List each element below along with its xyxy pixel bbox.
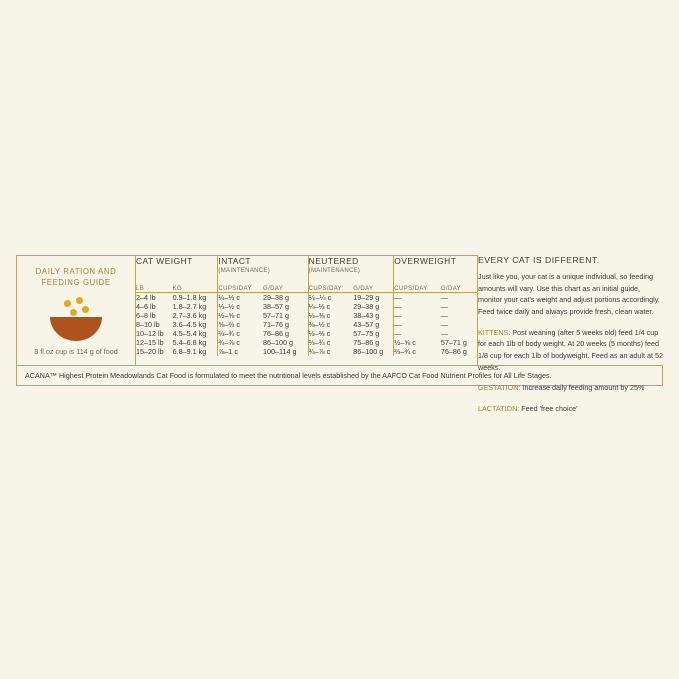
every-cat-section — [478, 255, 664, 424]
cell-kg: 0.9–1.8 kg — [172, 293, 207, 302]
cell-neutered-cups: ⅙–¼ c — [308, 293, 353, 303]
cell-lb: 8–10 lb — [136, 320, 160, 329]
table-row — [136, 293, 477, 303]
cell-overweight-g: — — [440, 293, 449, 302]
cell-neutered-cups: ⅓–⅜ c — [308, 311, 353, 320]
cell-neutered-g: 75–86 g — [353, 338, 380, 347]
cell-intact-g: 57–71 g — [263, 311, 289, 320]
table-row — [136, 338, 477, 347]
col-overweight-cups: CUPS/DAY — [394, 286, 441, 293]
group-header-row — [136, 256, 477, 286]
cell-overweight-g: 76–86 g — [440, 347, 467, 356]
lactation-label: LACTATION: — [478, 403, 520, 413]
cell-intact-g: 29–38 g — [263, 293, 289, 302]
kittens-text: Post weaning (after 5 weeks old) feed 1/4 cup for each 1lb of body weight. At 20 weeks (5 months) feed 1/8 cup for each 1lb of bodyweight. Feed as an adult at 52 weeks. — [478, 327, 664, 372]
col-lb: LB — [136, 286, 173, 293]
group-header-cat-weight: CAT WEIGHT — [136, 256, 193, 266]
gestation-label: GESTATION: — [478, 383, 521, 393]
cell-intact-cups: ⅔–¾ c — [218, 329, 263, 338]
col-kg: KG — [173, 286, 218, 293]
cell-overweight-g: — — [440, 311, 449, 320]
cell-kg: 1.8–2.7 kg — [172, 302, 207, 311]
cell-neutered-g: 86–100 g — [353, 347, 384, 356]
cell-neutered-g: 38–43 g — [353, 311, 380, 320]
cell-neutered-g: 57–75 g — [353, 329, 380, 338]
cell-neutered-cups: ⅔–¾ c — [308, 338, 353, 347]
cell-intact-g: 86–100 g — [263, 338, 293, 347]
cell-overweight-cups: — — [394, 311, 441, 320]
cell-kg: 4.5–5.4 kg — [172, 329, 207, 338]
cell-overweight-g: — — [440, 329, 449, 338]
feeding-table — [136, 256, 477, 356]
guide-box — [16, 255, 478, 365]
cell-overweight-g: — — [440, 302, 449, 311]
cell-neutered-cups: ½–⅔ c — [308, 329, 353, 338]
cell-kg: 3.6–4.5 kg — [172, 320, 207, 329]
cell-overweight-cups: — — [394, 293, 441, 303]
cell-neutered-cups: ¾–⅞ c — [308, 347, 353, 356]
food-bowl-icon — [46, 297, 106, 341]
col-overweight-g: G/DAY — [441, 286, 477, 293]
group-header-neutered: NEUTERED (MAINTENANCE) — [308, 256, 394, 286]
cell-intact-cups: ¾–⅞ c — [218, 338, 263, 347]
cell-neutered-cups: ⅜–½ c — [308, 320, 353, 329]
cell-intact-cups: ⅝–⅔ c — [218, 320, 263, 329]
feeding-table-cell — [135, 256, 477, 365]
table-row — [136, 302, 477, 311]
group-header-overweight: OVERWEIGHT — [394, 256, 477, 286]
cell-neutered-cups: ¼–⅓ c — [308, 302, 353, 311]
cell-lb: 6–8 lb — [136, 311, 156, 320]
col-intact-cups: CUPS/DAY — [218, 286, 263, 293]
cell-neutered-g: 19–29 g — [353, 293, 380, 302]
col-intact-g: G/DAY — [263, 286, 308, 293]
cell-kg: 2.7–3.6 kg — [172, 311, 207, 320]
cell-overweight-cups: ⅔–¾ c — [394, 347, 441, 356]
table-row — [136, 347, 477, 356]
cell-overweight-cups: ½–⅝ c — [394, 338, 441, 347]
cell-intact-g: 76–86 g — [263, 329, 289, 338]
cell-kg: 6.8–9.1 kg — [172, 347, 207, 356]
cell-intact-cups: ¼–⅓ c — [218, 293, 263, 303]
cell-intact-g: 71–76 g — [263, 320, 289, 329]
daily-ration-cell — [17, 256, 135, 365]
cell-overweight-g: — — [440, 320, 449, 329]
cell-overweight-cups: — — [394, 320, 441, 329]
cell-intact-g: 38–57 g — [263, 302, 289, 311]
cell-neutered-g: 43–57 g — [353, 320, 380, 329]
col-neutered-g: G/DAY — [353, 286, 394, 293]
lactation-text: Feed 'free choice' — [519, 403, 578, 413]
cell-lb: 4–6 lb — [136, 302, 156, 311]
table-row — [136, 320, 477, 329]
kittens-label: KITTENS: — [478, 327, 511, 337]
gestation-text: Increase daily feeding amount by 25% — [520, 383, 645, 393]
section-title: EVERY CAT IS DIFFERENT. — [478, 255, 600, 265]
cell-overweight-cups: — — [394, 302, 441, 311]
cell-intact-g: 100–114 g — [263, 347, 297, 356]
cell-intact-cups: ⅓–½ c — [218, 302, 263, 311]
cell-lb: 15–20 lb — [136, 347, 164, 356]
group-header-intact: INTACT (MAINTENANCE) — [218, 256, 308, 286]
cell-intact-cups: ½–⅝ c — [218, 311, 263, 320]
cell-kg: 5.4–6.8 kg — [172, 338, 207, 347]
cell-intact-cups: ⅞–1 c — [218, 347, 263, 356]
kittens-paragraph — [478, 327, 664, 374]
cell-overweight-cups: — — [394, 329, 441, 338]
cell-neutered-g: 29–38 g — [353, 302, 380, 311]
cell-lb: 2–4 lb — [136, 293, 156, 302]
table-row — [136, 311, 477, 320]
col-neutered-cups: CUPS/DAY — [308, 286, 353, 293]
daily-ration-title: DAILY RATION AND FEEDING GUIDE — [35, 267, 117, 288]
cell-lb: 10–12 lb — [136, 329, 164, 338]
intro-paragraph: Just like you, your cat is a unique individual, so feeding amounts will vary. Use this chart as an initial guide, monitor your cat's weight and adjust portions accordingly. Feed twice daily and always provide fresh, clean water. — [478, 272, 660, 316]
gestation-paragraph — [478, 382, 664, 394]
cell-overweight-g: 57–71 g — [440, 338, 467, 347]
table-row — [136, 329, 477, 338]
cup-conversion-note: 8 fl.oz cup is 114 g of food — [34, 346, 118, 356]
feeding-table-body — [136, 293, 477, 357]
lactation-paragraph — [478, 403, 664, 415]
cell-lb: 12–15 lb — [136, 338, 164, 347]
aafco-footnote: ACANA™ Highest Protein Meadowlands Cat Food is formulated to meet the nutritional levels established by the AAFCO Cat Food Nutrient Profiles for All Life Stages. — [16, 365, 663, 386]
